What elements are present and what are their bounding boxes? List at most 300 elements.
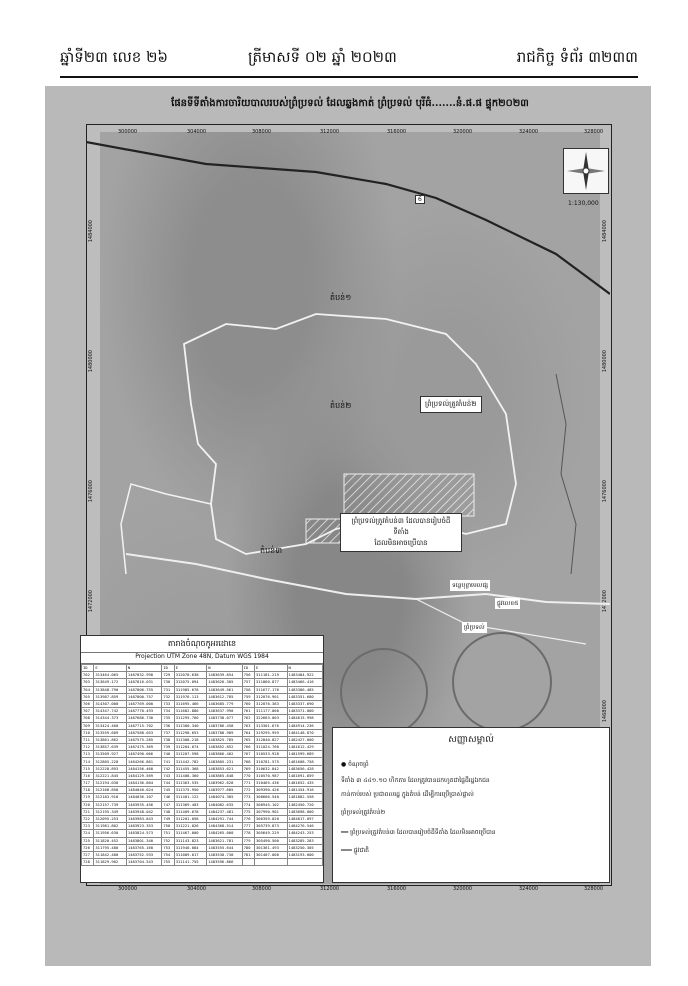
table-cell: 708 [82, 715, 94, 722]
table-cell: 1483285.283 [287, 837, 322, 844]
table-cell: 1483098.000 [287, 808, 322, 815]
table-cell: 311985.678 [174, 686, 207, 693]
table-cell: 743 [162, 772, 174, 779]
table-cell: 1483752.933 [126, 851, 161, 858]
table-cell: 1483977.685 [207, 787, 242, 794]
table-cell: 1483962.628 [207, 780, 242, 787]
table-cell: 1484036.107 [126, 794, 161, 801]
table-cell: 748 [162, 808, 174, 815]
table-cell: 305739.873 [255, 823, 288, 830]
table-cell: 773 [242, 794, 254, 801]
table-cell: 311308.218 [174, 736, 207, 743]
table-row [82, 772, 323, 779]
table-row [82, 851, 323, 858]
table-cell: 1484074.385 [207, 794, 242, 801]
table-cell: 311369.403 [174, 801, 207, 808]
table-cell: 767 [242, 751, 254, 758]
table-row [82, 672, 323, 679]
map-legend [332, 727, 610, 883]
table-cell: 312076.901 [255, 693, 288, 700]
table-cell: 722 [82, 815, 94, 822]
table-cell: 311375.950 [174, 787, 207, 794]
header-quarter: ត្រីមាសទី ០២ ឆ្នាំ ២០២៣ [248, 48, 397, 66]
table-cell: 311181.219 [255, 672, 288, 679]
legend-item-road: ═══ ផ្លូវជាតិ [341, 847, 369, 854]
zone2-label: តំបន់២ [330, 401, 352, 410]
table-cell: 311829.902 [94, 859, 127, 866]
table-cell: 310570.987 [255, 772, 288, 779]
map-title: ផែនទីទីតាំងការចារិយបាលរបស់ព្រំប្រទល់ ដែលឆ្លងកាត់ ព្រំប្រទល់ បុរីធំ.......នំ.ផ.ផ ផ្ទុក២០២៣ [171, 98, 529, 109]
table-cell: 1483639.854 [207, 672, 242, 679]
callout-zone2: ព្រំប្រទល់ត្រូវតំបន់២ [420, 396, 482, 413]
table-row [82, 751, 323, 758]
table-title: តារាងចំណុចកូអរដោនេ [167, 639, 237, 648]
table-cell: 1481454.916 [287, 787, 322, 794]
table-cell: 762 [242, 715, 254, 722]
table-cell: 311842.480 [94, 851, 127, 858]
table-cell: 736 [162, 722, 174, 729]
table-cell: 1484914.236 [287, 722, 322, 729]
table-cell: 1483923.353 [126, 823, 161, 830]
table-cell: 730 [162, 679, 174, 686]
table-cell: 311401.122 [174, 794, 207, 801]
legend-item-area-note [341, 790, 603, 799]
table-cell: 1483704.543 [126, 859, 161, 866]
table-cell: 715 [82, 765, 94, 772]
table-cell: 1483805.231 [207, 758, 242, 765]
table-cell [255, 859, 288, 866]
table-cell: 756 [242, 672, 254, 679]
table-cell: 311442.782 [174, 758, 207, 765]
table-cell: 764 [242, 729, 254, 736]
table-cell: 311860.877 [255, 679, 288, 686]
table-row [82, 808, 323, 815]
table-cell: 301407.000 [255, 851, 288, 858]
table-cell: 311024.760 [255, 744, 288, 751]
table-cell: 311143.823 [174, 837, 207, 844]
table-cell: 754 [162, 851, 174, 858]
table-cell: 1481608.758 [287, 758, 322, 765]
table-cell: 709 [82, 722, 94, 729]
river-label: ទន្លេបុខ្លាមេលផ្ស [452, 582, 489, 589]
seal-stamp-left [340, 648, 428, 736]
table-cell: 780 [242, 844, 254, 851]
tick-top: 312000 [320, 129, 340, 135]
table-cell: 312095.253 [94, 815, 127, 822]
table-cell: 752 [162, 837, 174, 844]
table-cell: 312078.638 [174, 672, 207, 679]
table-cell: 311695.466 [174, 700, 207, 707]
table-cell: 313301.676 [255, 722, 288, 729]
table-cell: 777 [242, 823, 254, 830]
table-cell: 1483656.428 [287, 765, 322, 772]
table-cell: 311221.026 [174, 823, 207, 830]
table-cell: 1483386.485 [287, 686, 322, 693]
table-cell: 717 [82, 780, 94, 787]
table-cell: 311820.452 [94, 837, 127, 844]
table-cell: 1487770.493 [126, 708, 161, 715]
tick-bottom: 328000 [584, 886, 604, 892]
table-cell: 310533.928 [255, 751, 288, 758]
col-id: ID [162, 665, 174, 672]
legend-text: ព្រំប្រទល់ត្រូវតំបន់២ [341, 809, 386, 816]
table-cell: 738 [162, 736, 174, 743]
header-rule [60, 76, 638, 78]
table-cell: 724 [82, 830, 94, 837]
table-cell: 312228.893 [94, 765, 127, 772]
table-cell: 770 [242, 772, 254, 779]
table-cell: 1484129.569 [126, 772, 161, 779]
table-cell: 312194.030 [94, 780, 127, 787]
tick-left: 1472000 [88, 590, 94, 613]
table-cell: 311298.653 [174, 729, 207, 736]
table-cell: 311089.017 [174, 851, 207, 858]
table-row [82, 859, 323, 866]
table-cell: 1481882.558 [287, 794, 322, 801]
table-cell: 1483685.779 [207, 700, 242, 707]
table-cell: 1481691.859 [287, 772, 322, 779]
table-cell: 1481599.689 [287, 751, 322, 758]
table-cell: 1483738.077 [207, 715, 242, 722]
table-cell: 720 [82, 801, 94, 808]
table-header-row [82, 665, 323, 672]
table-cell: 731 [162, 686, 174, 693]
legend-text: ទីតាំង ៣ ៤៤១.១០ ហិកតារ ដែលត្រូវបានដកហូតជាផ្ទៃដីរដ្ឋឯកជន [341, 777, 490, 784]
table-cell: 1483371.000 [287, 708, 322, 715]
table-row [82, 787, 323, 794]
table-row [82, 708, 323, 715]
table-cell: 1487769.000 [126, 700, 161, 707]
table-cell: 311363.535 [174, 780, 207, 787]
map-scale: 1:130,000 [568, 200, 599, 207]
table-cell: 1483337.690 [287, 700, 322, 707]
tick-bottom: 308000 [252, 886, 272, 892]
table-row [82, 729, 323, 736]
table-cell: 313424.460 [94, 722, 127, 729]
table-cell: 1484156.460 [126, 765, 161, 772]
header-issue: ឆ្នាំទី២៣ លេខ ២៦ [60, 48, 169, 66]
table-row [82, 780, 323, 787]
table-cell: 1483853.621 [207, 765, 242, 772]
table-cell: 755 [162, 859, 174, 866]
table-cell: 1483824.573 [126, 830, 161, 837]
table-row [82, 679, 323, 686]
col-e: E [94, 665, 127, 672]
page-header [60, 48, 638, 74]
table-cell: 1487806.755 [126, 686, 161, 693]
table-cell: 311201.058 [174, 815, 207, 822]
highway-6 [86, 142, 610, 294]
table-row [82, 765, 323, 772]
table-cell: 311940.084 [174, 844, 207, 851]
table-cell: 322663.003 [255, 715, 288, 722]
header-page: រាជកិច្ច ទំព័រ ៣២៣៣ [516, 48, 638, 66]
table-cell: 719 [82, 794, 94, 801]
table-cell: 737 [162, 729, 174, 736]
table-cell: 1487575.285 [126, 736, 161, 743]
table-cell: 1484266.861 [126, 758, 161, 765]
table-cell: 1484082.635 [207, 801, 242, 808]
compass-rose-icon [564, 149, 608, 193]
table-cell: 751 [162, 830, 174, 837]
table-cell: 742 [162, 765, 174, 772]
table-cell: 310781.575 [255, 758, 288, 765]
table-cell: 311295.760 [174, 715, 207, 722]
tick-left: 1480000 [88, 350, 94, 373]
table-cell: 750 [162, 823, 174, 830]
table-cell: 1483530.730 [207, 851, 242, 858]
north-arrow [563, 148, 609, 194]
table-cell: 1483825.785 [207, 736, 242, 743]
col-n: N [287, 665, 322, 672]
table-cell: 311408.360 [174, 772, 207, 779]
table-cell: 1483801.340 [126, 837, 161, 844]
table-cell: 1483935.456 [126, 801, 161, 808]
table-cell: 765 [242, 736, 254, 743]
table-cell: 311300.340 [174, 722, 207, 729]
table-cell: 758 [242, 686, 254, 693]
tick-bottom: 312000 [320, 886, 340, 892]
table-row [82, 758, 323, 765]
table-cell: 1483351.680 [287, 693, 322, 700]
table-cell: 312168.858 [94, 787, 127, 794]
col-id: ID [242, 665, 254, 672]
table-row [82, 722, 323, 729]
table-cell: 312157.739 [94, 801, 127, 808]
road5-label: ផ្លូវលេខ៥ [497, 600, 519, 607]
table-cell: 311141.755 [174, 859, 207, 866]
table-cell: 1483193.000 [287, 851, 322, 858]
col-n: N [126, 665, 161, 672]
table-cell: 1487475.369 [126, 744, 161, 751]
table-cell: 1482427.000 [287, 736, 322, 743]
callout-zone3-line1: ព្រំប្រទល់ត្រូវតំបន់៣ ដែលបានរៀបចំដីទីតាំង [351, 517, 451, 536]
table-cell: 313559.609 [94, 729, 127, 736]
table-cell: 721 [82, 808, 94, 815]
table-cell: 1483250.305 [287, 844, 322, 851]
tick-bottom: 320000 [453, 886, 473, 892]
table-cell: 312076.383 [255, 700, 288, 707]
table-cell: 778 [242, 830, 254, 837]
table-cell: 746 [162, 794, 174, 801]
table-cell: 714 [82, 758, 94, 765]
col-e: E [174, 665, 207, 672]
table-cell: 703 [82, 679, 94, 686]
table-cell: 760 [242, 700, 254, 707]
tick-bottom: 324000 [519, 886, 539, 892]
table-cell: 759 [242, 693, 254, 700]
table-cell: 1484615.998 [287, 715, 322, 722]
table-cell: 312195.349 [94, 808, 127, 815]
table-cell: 1484265.000 [207, 830, 242, 837]
tick-right: 1476000 [602, 480, 608, 503]
table-cell: 1484291.744 [207, 815, 242, 822]
table-cell: 1483626.305 [207, 679, 242, 686]
table-cell: 1487800.757 [126, 693, 161, 700]
table-cell: 753 [162, 844, 174, 851]
table-cell: 313848.790 [94, 686, 127, 693]
table-cell: 710 [82, 729, 94, 736]
table-cell: 1483866.402 [207, 751, 242, 758]
table-cell: 312075.094 [174, 679, 207, 686]
table-cell: 768 [242, 758, 254, 765]
table-cell: 1484148.870 [287, 729, 322, 736]
table-cell: 716 [82, 772, 94, 779]
table-cell: 775 [242, 808, 254, 815]
table-cell: 776 [242, 815, 254, 822]
table-cell: 711 [82, 736, 94, 743]
table-cell: 1483621.781 [207, 837, 242, 844]
table-cell: 311956.630 [94, 830, 127, 837]
table-cell: 1487686.730 [126, 715, 161, 722]
tick-right: 1480000 [602, 350, 608, 373]
table-cell: 313857.639 [94, 744, 127, 751]
table-cell: 1484040.024 [126, 787, 161, 794]
table-cell: 305490.500 [255, 837, 288, 844]
table-cell: 774 [242, 801, 254, 808]
stamp-caption: ព្រំប្រទល់ [464, 624, 485, 631]
table-cell: 779 [242, 837, 254, 844]
tick-bottom: 316000 [387, 886, 407, 892]
tick-top: 308000 [252, 129, 272, 135]
table-row [82, 700, 323, 707]
table-cell: 305649.229 [255, 830, 288, 837]
table-cell: 312221.845 [94, 772, 127, 779]
callout-zone3 [340, 513, 462, 552]
table-cell: 1483466.416 [287, 679, 322, 686]
table-cell: 311981.802 [94, 823, 127, 830]
tick-top: 300000 [118, 129, 138, 135]
table-cell: 313509.927 [94, 751, 127, 758]
table-cell: 311677.176 [255, 686, 288, 693]
table-row [82, 830, 323, 837]
table-row [82, 686, 323, 693]
tick-top: 324000 [519, 129, 539, 135]
table-cell: 308945.102 [255, 801, 288, 808]
table-cell: 1483852.852 [207, 744, 242, 751]
table-cell: 310632.842 [255, 765, 288, 772]
hatched-area-1 [344, 474, 474, 516]
table-cell: 301361.493 [255, 844, 288, 851]
table-cell: 718 [82, 787, 94, 794]
road-shield: 6 [415, 195, 425, 204]
table-cell: 705 [82, 693, 94, 700]
table-cell: 1484136.804 [126, 780, 161, 787]
tick-left: 1476000 [88, 480, 94, 503]
table-cell: 307990.901 [255, 808, 288, 815]
table-cell: 311976.113 [174, 693, 207, 700]
table-cell: 1484817.097 [287, 815, 322, 822]
coordinate-grid [81, 664, 323, 866]
table-cell: 319295.959 [255, 729, 288, 736]
table-cell: 734 [162, 708, 174, 715]
table-row [82, 715, 323, 722]
table-row [82, 801, 323, 808]
table-cell: 728 [82, 859, 94, 866]
table-cell [242, 859, 254, 866]
table-cell: 1483596.866 [207, 859, 242, 866]
table-cell: 1483612.785 [207, 693, 242, 700]
table-cell: 1487816.031 [126, 679, 161, 686]
table-subtitle: Projection UTM Zone 48N, Datum WGS 1984 [81, 652, 323, 664]
table-cell: 1483786.458 [207, 722, 242, 729]
table-cell: 766 [242, 744, 254, 751]
table-cell: 1487832.998 [126, 672, 161, 679]
table-cell: 311177.000 [255, 708, 288, 715]
legend-item-zone3: ━━ ព្រំប្រទល់ត្រូវតំបន់៣ ដែលបានរៀបចំដីទីតាំង ដែលមិនអាចប្រើបាន [341, 829, 496, 836]
table-cell: 781 [242, 851, 254, 858]
table-row [82, 744, 323, 751]
table-row [82, 693, 323, 700]
table-row [82, 815, 323, 822]
table-cell: 311795.480 [94, 844, 127, 851]
table-cell: 1484243.253 [287, 830, 322, 837]
col-e: E [255, 665, 288, 672]
table-cell: 309390.426 [255, 787, 288, 794]
table-cell: 729 [162, 672, 174, 679]
table-cell: 1483637.990 [207, 708, 242, 715]
table-cell: 1484368.514 [207, 823, 242, 830]
tick-bottom: 300000 [118, 886, 138, 892]
legend-text: ចំណុចព្រំ [348, 761, 369, 768]
table-cell: 727 [82, 851, 94, 858]
table-cell: 313464.065 [94, 672, 127, 679]
table-cell: 713 [82, 751, 94, 758]
table-cell: 1483555.644 [207, 844, 242, 851]
table-row [82, 823, 323, 830]
table-cell: 1484276.546 [287, 823, 322, 830]
table-row [82, 794, 323, 801]
table-cell: 1481652.435 [287, 780, 322, 787]
table-cell: 1487715.702 [126, 722, 161, 729]
tick-right: 1468000 [602, 700, 608, 723]
east-stream [556, 374, 576, 574]
tick-left: 1484000 [88, 220, 94, 243]
table-cell: 1483788.989 [207, 729, 242, 736]
table-cell: 314344.373 [94, 715, 127, 722]
table-cell: 733 [162, 700, 174, 707]
table-cell: 702 [82, 672, 94, 679]
legend-item-zone2 [341, 808, 603, 817]
legend-title: សញ្ញាសម្គាល់ [448, 735, 494, 745]
table-cell: 747 [162, 801, 174, 808]
col-n: N [207, 665, 242, 672]
table-cell: 769 [242, 765, 254, 772]
table-cell: 732 [162, 693, 174, 700]
table-cell: 1481612.429 [287, 744, 322, 751]
table-cell: 745 [162, 787, 174, 794]
table-cell: 707 [82, 708, 94, 715]
table-cell: 314307.000 [94, 700, 127, 707]
table-cell: 313861.862 [94, 736, 127, 743]
tick-right: 1484000 [602, 220, 608, 243]
table-cell: 725 [82, 837, 94, 844]
coordinate-table [80, 635, 324, 883]
zone3-label: តំបន់៣ [260, 546, 283, 555]
legend-text: ព្រំប្រទល់ត្រូវតំបន់៣ ដែលបានរៀបចំដីទីតាំង ដែលមិនអាចប្រើបាន [350, 829, 496, 836]
table-cell: 306359.020 [255, 815, 288, 822]
table-cell: 763 [242, 722, 254, 729]
tick-right: 1472000 [602, 590, 608, 613]
tick-top: 328000 [584, 129, 604, 135]
table-cell: 311467.000 [174, 830, 207, 837]
table-cell: 313649.172 [94, 679, 127, 686]
tick-bottom: 304000 [187, 886, 207, 892]
table-cell: 712 [82, 744, 94, 751]
table-cell: 726 [82, 844, 94, 851]
table-cell: 1483983.843 [126, 815, 161, 822]
table-cell: 311204.074 [174, 744, 207, 751]
